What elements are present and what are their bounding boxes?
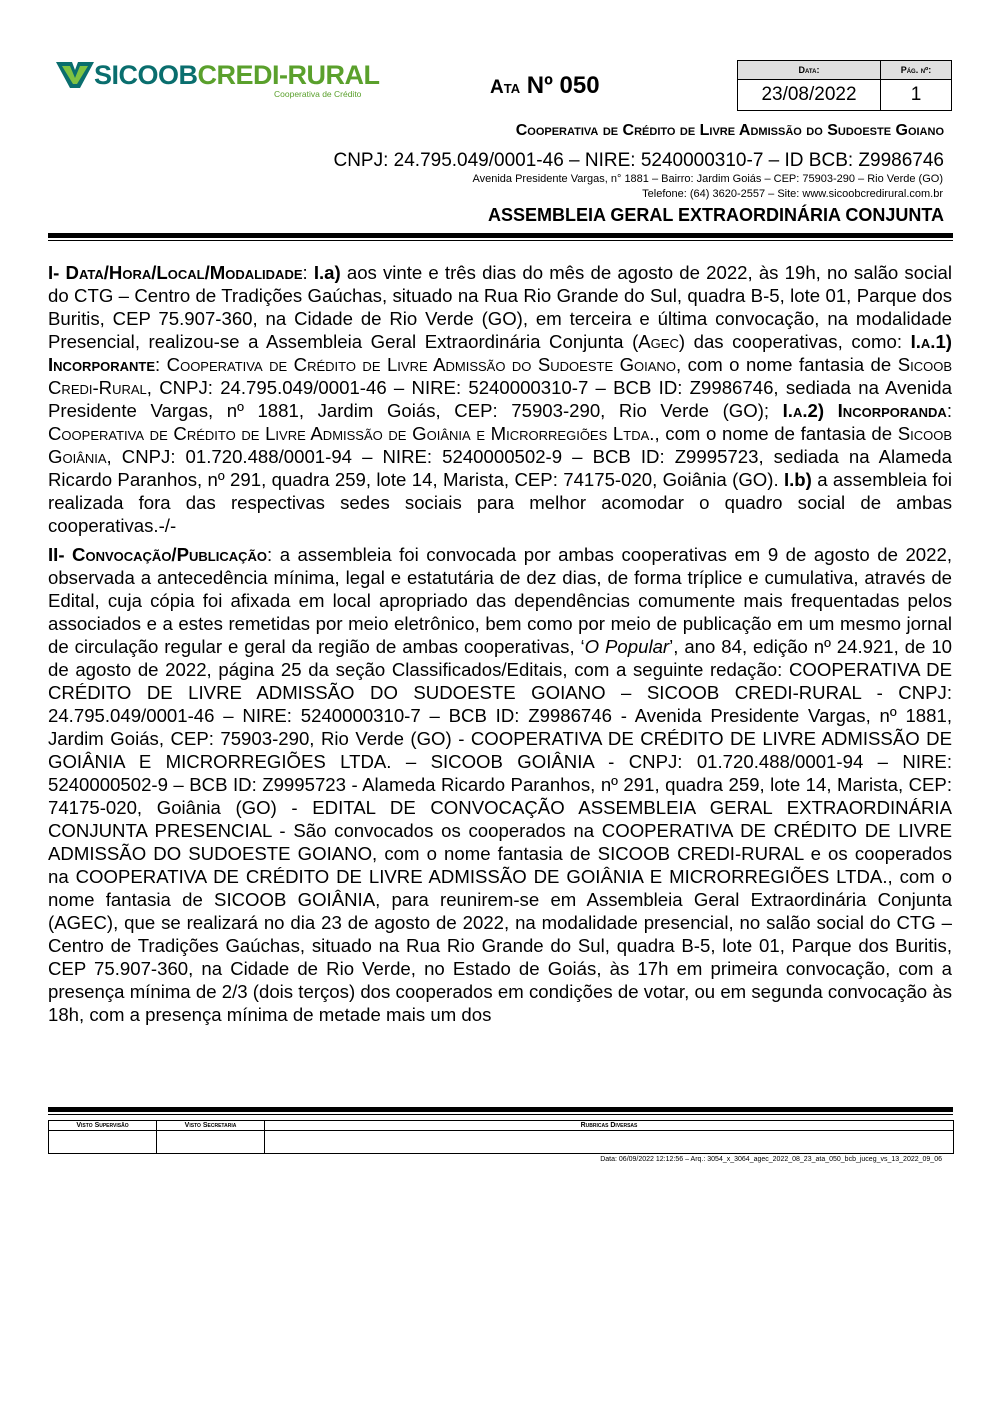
file-stamp: Data: 06/09/2022 12:12:56 – Arq.: 3054_x_3064_agec_2022_08_23_ata_050_bcb_juceg_vs_13_2022_09_06 — [600, 1156, 942, 1163]
section-heading: I- Data/Hora/Local/Modalidade — [48, 262, 303, 283]
cooperative-contact: Telefone: (64) 3620-2557 – Site: www.sicoobcredirural.com.br — [642, 188, 943, 200]
signature-table — [48, 1120, 954, 1154]
date-header: Data: — [738, 61, 881, 80]
page-header: Pág. nº: — [881, 61, 952, 80]
footer-divider — [48, 1107, 953, 1115]
page-value: 1 — [881, 80, 952, 111]
visto-supervisao-cell — [49, 1131, 157, 1154]
section-data-hora-local: I- Data/Hora/Local/Modalidade: I.a) aos vinte e três dias do mês de agosto de 2022, às 19h, no salão social do CTG – Centro de Tradições Gaúchas, situado na Rua Rio Grande do Sul, quadra B-5, lote 01, Parque dos Buritis, CEP 75.907-360, na Cidade de Rio Verde (GO), em terceira e última convocação, na modalidade Presencial, realizou-se a Assembleia Geral Extraordinária Conjunta (Agec) das cooperativas, como: I.a.1) Incorporante: Cooperativa de Crédito de Livre Admissão do Sudoeste Goiano, com o nome fantasia de Sicoob Credi-Rural, CNPJ: 24.795.049/0001-46 – NIRE: 5240000310-7 – BCB ID: Z9986746, sediada na Avenida Presidente Vargas, nº 1881, Jardim Goiás, CEP: 75903-290, Rio Verde (GO); I.a.2) Incorporanda: Cooperativa de Crédito de Livre Admissão de Goiânia e Microrregiões Ltda., com o nome de fantasia de Sicoob Goiânia, CNPJ: 01.720.488/0001-94 – NIRE: 5240000502-9 – BCB ID: Z9995723, sediada na Alameda Ricardo Paranhos, nº 291, quadra 259, lote 14, Marista, CEP: 74175-020, Goiânia (GO). I.b) a assembleia foi realizada fora das respectivas sedes sociais para melhor acomodar o quadro social de ambas cooperativas.-/- — [48, 262, 952, 536]
section-heading: II- Convocação/Publicação — [48, 544, 267, 565]
section-convocacao-publicacao: II- Convocação/Publicação: a assembleia foi convocada por ambas cooperativas em 9 de agosto de 2022, observada a antecedência mínima, legal e estatutária de dez dias, de forma tríplice e cumulativa, através de Edital, cuja cópia foi afixada em local apropriado das dependências comumente mais frequentadas pelos associados e a estes remetidas por meio eletrônico, bem como por meio de publicação em um mesmo jornal de circulação regular e geral da região de ambas cooperativas, ‘O Popular’, ano 84, edição nº 24.921, de 10 de agosto de 2022, página 25 da seção Classificados/Editais, com a seguinte redação: COOPERATIVA DE CRÉDITO DE LIVRE ADMISSÃO DO SUDOESTE GOIANO – SICOOB CREDI-RURAL - CNPJ: 24.795.049/0001-46 – NIRE: 5240000310-7 – BCB ID: Z9986746 - Avenida Presidente Vargas, nº 1881, Jardim Goiás, CEP: 75903-290, Rio Verde (GO) - COOPERATIVA DE CRÉDITO DE LIVRE ADMISSÃO DE GOIÂNIA E MICRORREGIÕES LTDA. – SICOOB GOIÂNIA - CNPJ: 01.720.488/0001-94 – NIRE: 5240000502-9 – BCB ID: Z9995723 - Alameda Ricardo Paranhos, nº 291, quadra 259, lote 14, Marista, CEP: 74175-020, Goiânia (GO) - EDITAL DE CONVOCAÇÃO ASSEMBLEIA GERAL EXTRAORDINÁRIA CONJUNTA PRESENCIAL - São convocados os cooperados na COOPERATIVA DE CRÉDITO DE LIVRE ADMISSÃO DO SUDOESTE GOIANO, com o nome fantasia de SICOOB CREDI-RURAL e os cooperados na COOPERATIVA DE CRÉDITO DE LIVRE ADMISSÃO DE GOIÂNIA E MICRORREGIÕES LTDA., com o nome fantasia de SICOOB GOIÂNIA, para reunirem-se em Assembleia Geral Extraordinária Conjunta (AGEC), que se realizará no dia 23 de agosto de 2022, na modalidade presencial, no salão social do CTG – Centro de Tradições Gaúchas, situado na Rua Rio Grande do Sul, quadra B-5, lote 01, Parque dos Buritis, CEP 75.907-360, na Cidade de Rio Verde, no Estado de Goiás, às 17h em primeira convocação, com a presença mínima de 2/3 (dois terços) dos cooperados em condições de votar, ou em segunda convocação às 18h, com a presença mínima de metade mais um dos — [48, 544, 952, 1025]
assembly-title: ASSEMBLEIA GERAL EXTRAORDINÁRIA CONJUNTA — [487, 205, 944, 225]
date-page-table — [737, 60, 952, 111]
visto-secretaria-cell — [157, 1131, 265, 1154]
sicoob-chevron-icon — [56, 58, 94, 92]
cooperative-name: Cooperativa de Crédito de Livre Admissão do Sudoeste Goiano — [515, 122, 944, 139]
sicoob-logo — [56, 58, 386, 104]
logo-wordmark: SICOOBCREDI-RURAL — [94, 60, 380, 90]
date-value: 23/08/2022 — [738, 80, 881, 111]
visto-supervisao-header: Visto Supervisão — [49, 1121, 157, 1131]
logo-tagline: Cooperativa de Crédito — [274, 89, 362, 99]
header-divider — [48, 233, 953, 241]
ata-title: Ata Nº 050 — [490, 72, 600, 99]
cooperative-ids: CNPJ: 24.795.049/0001-46 – NIRE: 5240000310-7 – ID BCB: Z9986746 — [333, 150, 944, 171]
visto-secretaria-header: Visto Secretaria — [157, 1121, 265, 1131]
rubricas-diversas-header: Rubricas Diversas — [265, 1121, 954, 1131]
rubricas-diversas-cell — [265, 1131, 954, 1154]
document-body — [48, 261, 952, 1032]
cooperative-address: Avenida Presidente Vargas, n° 1881 – Bairro: Jardim Goiás – CEP: 75903-290 – Rio Verde (GO) — [472, 173, 943, 185]
